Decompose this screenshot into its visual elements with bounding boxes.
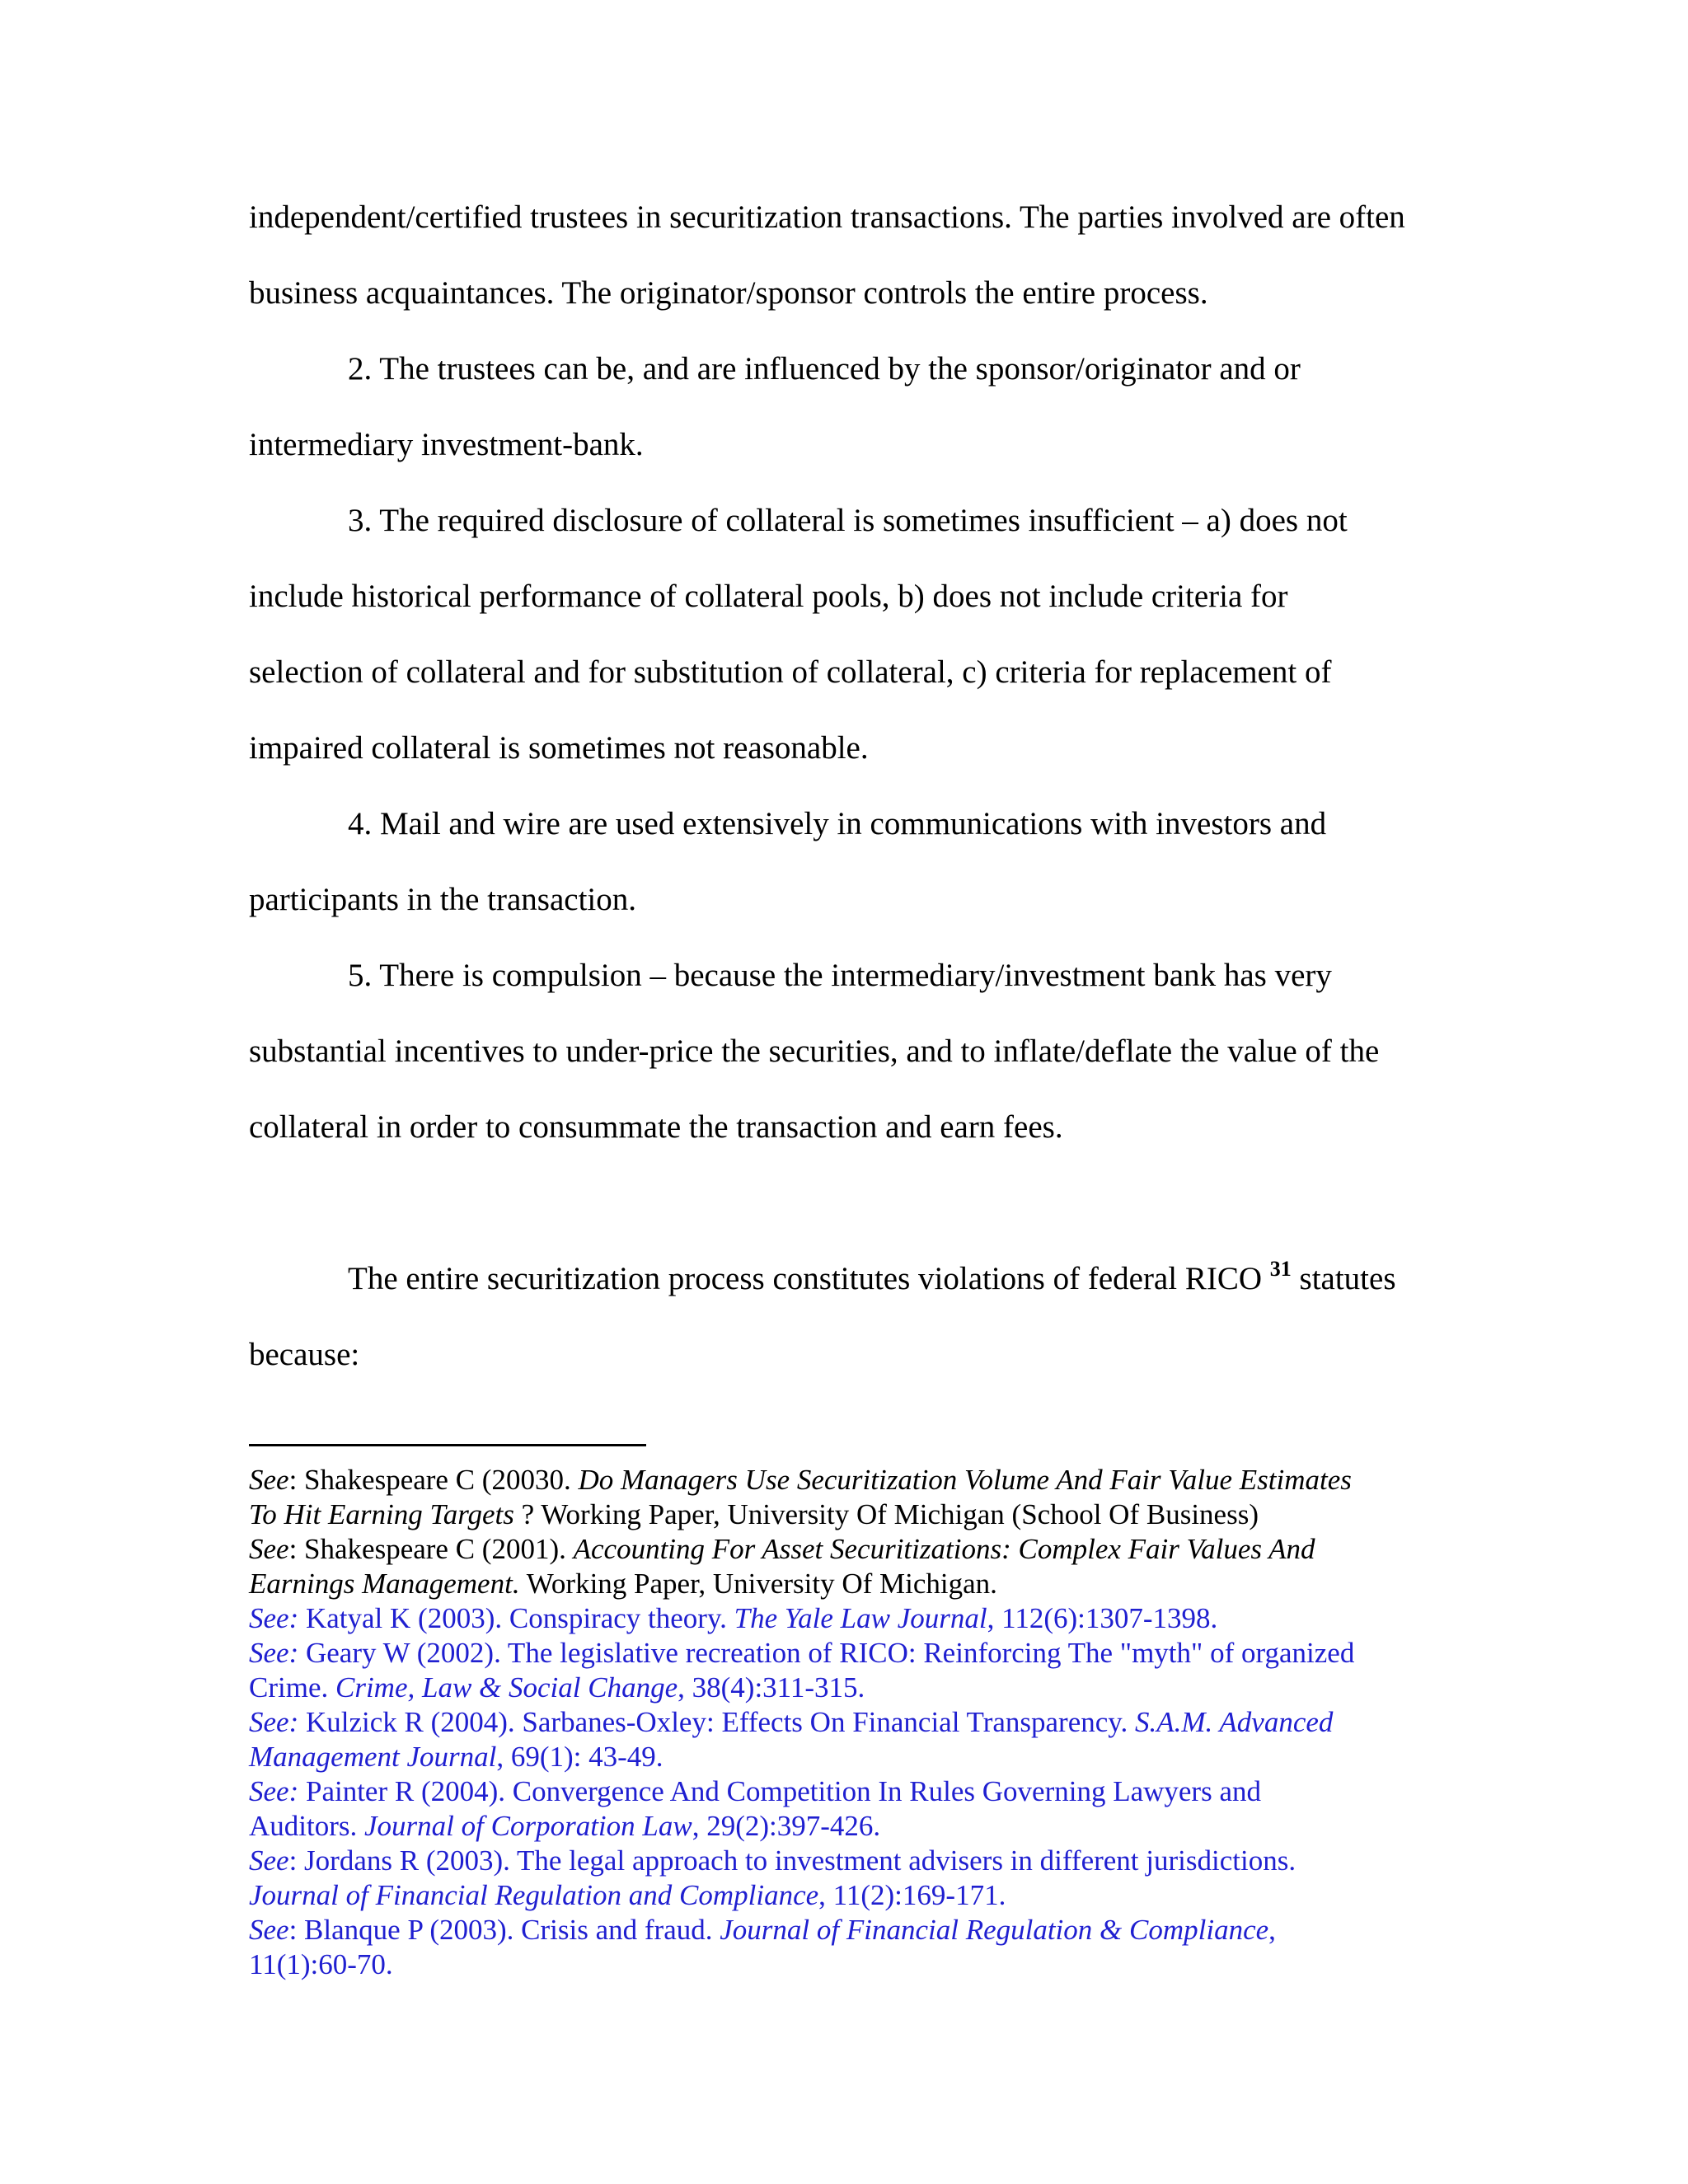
body-text-line: include historical performance of collateral pools, b) does not include criteria for xyxy=(249,579,1288,614)
footnote-entry: See: Shakespeare C (2001). Accounting For Asset Securitizations: Complex Fair Values And xyxy=(249,1533,1315,1565)
body-text-line: because: xyxy=(249,1337,360,1372)
body-text-line: independent/certified trustees in securitization transactions. The parties involved are often xyxy=(249,199,1405,235)
footnote-link-entry-cont[interactable]: Journal of Financial Regulation and Compliance, 11(2):169-171. xyxy=(249,1879,1006,1911)
footnote-link-entry[interactable]: See: Jordans R (2003). The legal approach to investment advisers in different jurisdictions. xyxy=(249,1844,1296,1877)
body-text-line: collateral in order to consummate the transaction and earn fees. xyxy=(249,1109,1063,1145)
list-item-5: 5. There is compulsion – because the intermediary/investment bank has very xyxy=(348,958,1332,993)
body-text-line: participants in the transaction. xyxy=(249,882,637,917)
list-item-3: 3. The required disclosure of collateral is sometimes insufficient – a) does not xyxy=(348,503,1348,538)
rico-text-before: The entire securitization process constitutes violations of federal RICO xyxy=(348,1261,1270,1296)
footnote-link-entry[interactable]: See: Katyal K (2003). Conspiracy theory. The Yale Law Journal, 112(6):1307-1398. xyxy=(249,1602,1218,1634)
footnote-reference-31[interactable]: 31 xyxy=(1269,1257,1292,1281)
rico-paragraph xyxy=(348,1259,1396,1302)
body-text-line: substantial incentives to under-price the securities, and to inflate/deflate the value of the xyxy=(249,1033,1380,1069)
footnote-separator xyxy=(249,1444,646,1446)
footnote-link-entry[interactable]: See: Kulzick R (2004). Sarbanes-Oxley: Effects On Financial Transparency. S.A.M. Advanced xyxy=(249,1706,1334,1738)
rico-text-after: statutes xyxy=(1291,1261,1396,1296)
list-item-4: 4. Mail and wire are used extensively in communications with investors and xyxy=(348,806,1327,841)
footnote-link-entry-cont[interactable]: Crime. Crime, Law & Social Change, 38(4):311-315. xyxy=(249,1671,865,1704)
footnote-link-entry-cont[interactable]: Auditors. Journal of Corporation Law, 29(2):397-426. xyxy=(249,1810,881,1842)
body-text-line: impaired collateral is sometimes not reasonable. xyxy=(249,730,869,766)
footnote-link-entry-cont[interactable]: Management Journal, 69(1): 43-49. xyxy=(249,1741,663,1773)
footnote-link-entry[interactable]: See: Geary W (2002). The legislative recreation of RICO: Reinforcing The "myth" of organized xyxy=(249,1637,1355,1669)
list-item-2: 2. The trustees can be, and are influenced by the sponsor/originator and or xyxy=(348,351,1301,387)
body-text-line: selection of collateral and for substitution of collateral, c) criteria for replacement of xyxy=(249,654,1332,690)
body-text-line: business acquaintances. The originator/sponsor controls the entire process. xyxy=(249,275,1208,311)
footnote-entry: See: Shakespeare C (20030. Do Managers Use Securitization Volume And Fair Value Estimates xyxy=(249,1464,1352,1496)
footnote-link-entry-cont[interactable]: 11(1):60-70. xyxy=(249,1948,393,1980)
footnote-link-entry[interactable]: See: Blanque P (2003). Crisis and fraud. Journal of Financial Regulation & Compliance, xyxy=(249,1914,1276,1946)
body-text-line: intermediary investment-bank. xyxy=(249,427,644,462)
footnote-link-entry[interactable]: See: Painter R (2004). Convergence And Competition In Rules Governing Lawyers and xyxy=(249,1775,1261,1807)
footnote-entry-cont: To Hit Earning Targets ? Working Paper, University Of Michigan (School Of Business) xyxy=(249,1498,1259,1530)
footnote-entry-cont: Earnings Management. Working Paper, University Of Michigan. xyxy=(249,1568,997,1600)
